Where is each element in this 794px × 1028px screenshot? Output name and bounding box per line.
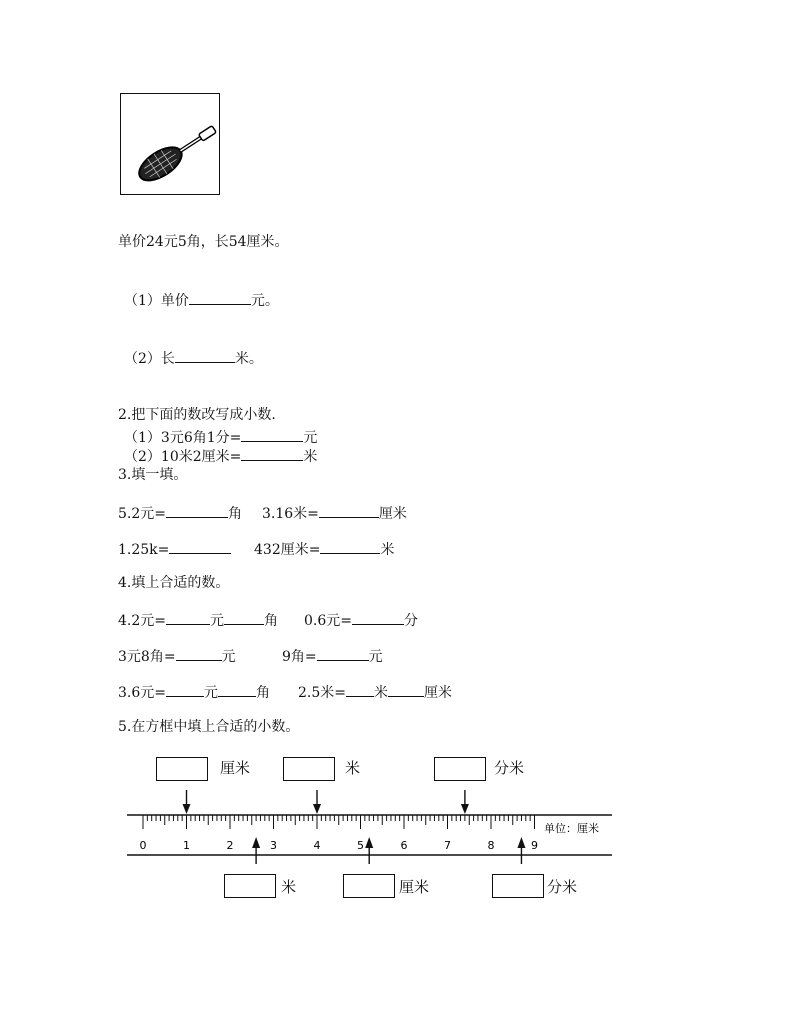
problem1-q2: （2）长 米。 <box>124 348 263 368</box>
bottom-pointer-arrow <box>517 837 525 864</box>
problem3-title: 3.填一填。 <box>118 467 188 483</box>
ruler-tick-label: 2 <box>226 839 234 852</box>
top-pointer-arrow <box>461 790 469 814</box>
problem1-info: 单价24元5角，长54厘米。 <box>118 234 289 250</box>
top-pointer-arrow <box>313 790 321 814</box>
top-unit-3: 分米 <box>494 759 525 777</box>
ruler-unit-label: 单位：厘米 <box>544 822 599 835</box>
ruler-tick-label: 4 <box>313 839 321 852</box>
top-unit-2: 米 <box>345 759 361 777</box>
ruler-tick-label: 8 <box>487 839 495 852</box>
problem4-r3a: 3.6元= 元 角 <box>118 682 270 702</box>
problem4-r3b: 2.5米= 米 厘米 <box>298 682 452 702</box>
problem4-r1a: 4.2元= 元 角 <box>118 610 278 630</box>
problem2-title: 2.把下面的数改写成小数. <box>118 407 276 423</box>
problem4-r2a: 3元8角= 元 <box>118 646 236 666</box>
problem4-r1b: 0.6元= 分 <box>304 610 418 630</box>
problem3-d: 432厘米= 米 <box>254 539 394 559</box>
problem1-q1: （1）单价 元。 <box>124 290 279 310</box>
problem3-a: 5.2元= 角 <box>118 503 242 523</box>
ruler-tick-label: 5 <box>357 839 364 852</box>
bottom-unit-3: 分米 <box>547 878 578 896</box>
ruler-tick-label: 3 <box>270 839 277 852</box>
bottom-pointer-arrow <box>365 837 373 864</box>
bottom-unit-1: 米 <box>281 878 297 896</box>
ruler-tick-label: 6 <box>400 839 408 852</box>
bottom-pointer-arrow <box>252 837 260 864</box>
problem3-c: 1.25k= <box>118 539 231 559</box>
ruler-tick-label: 7 <box>444 839 451 852</box>
top-pointer-arrow <box>183 790 191 814</box>
ruler-tick-label: 9 <box>531 839 538 852</box>
top-unit-1: 厘米 <box>220 759 251 777</box>
ruler-tick-label: 1 <box>183 839 190 852</box>
problem4-title: 4.填上合适的数。 <box>118 575 230 591</box>
problem5-title: 5.在方框中填上合适的小数。 <box>118 719 300 735</box>
problem2-q2: （2）10米2厘米= 米 <box>124 446 317 466</box>
problem3-b: 3.16米= 厘米 <box>262 503 407 523</box>
problem4-r2b: 9角= 元 <box>282 646 383 666</box>
ruler-tick-label: 0 <box>139 839 147 852</box>
problem2-q1: （1）3元6角1分= 元 <box>124 427 317 447</box>
bottom-unit-2: 厘米 <box>399 878 430 896</box>
